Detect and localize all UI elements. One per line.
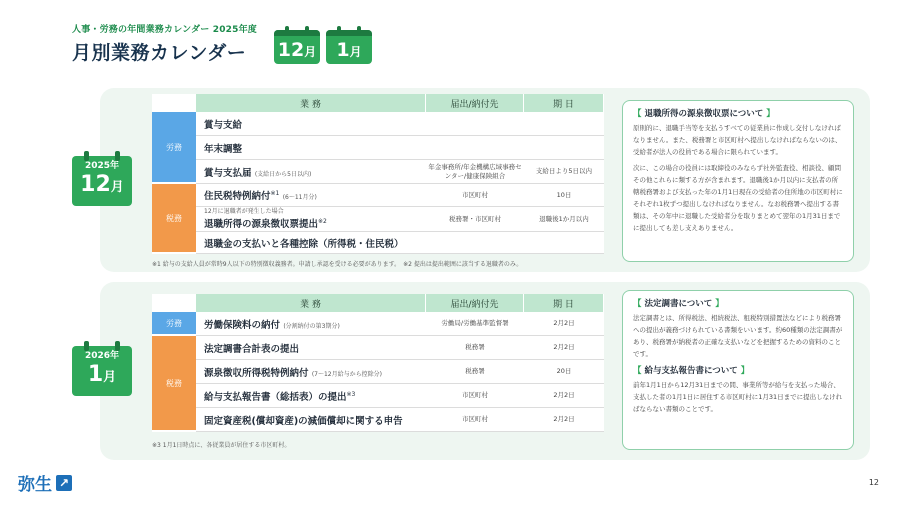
task-name: 住民税特例納付$^{※1}$ (6〜11月分) [196,184,426,207]
col-header-task: 業 務 [196,94,426,112]
calendar-icon-december: 12月 [274,30,320,64]
footnote: ※3 1月1日時点に、各従業員が居住する市区町村。 [152,442,291,449]
table-row: 労務 労働保険料の納付 (分割納付の第3期分) 労働局/労働基準監督署 2月2日 [152,312,604,336]
table-row: 源泉徴収所得税特例納付 (7〜12月給与から控除分) 税務署 20日 [152,360,604,384]
task-name: 法定調書合計表の提出 [196,336,426,360]
page-number: 12 [868,478,879,487]
january-task-table: 業 務 届出/納付先 期 日 労務 労働保険料の納付 (分割納付の第3期分) 労働局/労働基準監督署 2月2日 税務 法定調書合計表の提出 税務署 2月2日 源泉徴収所得税特例納付 (7〜12月給与から控除分) 税務署 20日 給与支払報告書（総括表）の提出$^{※3}$ 市区町村 2月2日 固定資産税(償却資産)の減価償却に関する申告 市区町村 2月2日 [152,294,604,432]
task-name: 年末調整 [196,136,426,160]
category-tax: 税務 [152,336,196,432]
month-badge-january: 2026年 1月 [72,346,132,396]
table-row: 税務 法定調書合計表の提出 税務署 2月2日 [152,336,604,360]
table-row: 固定資産税(償却資産)の減価償却に関する申告 市区町村 2月2日 [152,408,604,432]
task-name: 賞与支給 [196,112,426,136]
table-row [152,112,604,136]
note-box-statutory: 【 法定調書について 】 法定調書とは、所得税法、相続税法、租税特別措置法などにより税務署への提出が義務づけられている書類をいいます。約60種類の法定調書があり、税務署が納税者の正確な支払いなどを把握するための資料のことです。 【 給与支払報告書について 】 前年1月1日から12月31日までの間、事業所等が給与を支払った場合、支払した者の1月1日に居住する市区町村に1月31日までに提出しなければならない書類のことです。 [622,290,854,450]
page-subtitle: 人事・労務の年間業務カレンダー 2025年度 [72,25,257,35]
table-row: 12月に退職者が発生した場合 退職所得の源泉徴収票提出$^{※2}$ 税務署・市区町村 退職後1か月以内 [152,207,604,232]
task-name: 源泉徴収所得税特例納付 (7〜12月給与から控除分) [196,360,426,384]
arrow-icon: ↗ [56,475,72,491]
category-tax: 税務 [152,184,196,254]
note-box-retirement: 【 退職所得の源泉徴収票について 】 原則的に、退職手当等を支払うすべての従業員に作成し交付しなければなりません。また、税務署と市区町村へ提出しなければならないのは、受給者が法人の役員である場合に限られています。 次に、この場合の役員には取締役のみならず社外監査役、相談役、顧問その他これらに類する方が含まれます。退職後1か月以内に支払者の所轄税務署および支払った年の1月1日現在の受給者の住所地の市区町村にそれぞれ1枚ずつ提出しなければなりません。なお税務署へ提出する書類は、その年中に退職した受給者分を取りまとめて翌年の1月31日までに提出しても差し支えありません。 [622,100,854,262]
table-row [152,232,604,254]
footnote: ※1 給与の支給人員が常時9人以下の特別徴収義務者。申請し承認を受ける必要があります。 ※2 提出は提出範囲に該当する退職者のみ。 [152,261,523,268]
task-name: 賞与支払届 (支給日から5日以内) [196,160,426,184]
page-title: 月別業務カレンダー [72,42,247,64]
task-name: 退職金の支払いと各種控除（所得税・住民税） [196,232,426,254]
category-labor: 労務 [152,312,196,336]
month-badge-december: 2025年 12月 [72,156,132,206]
december-task-table [152,94,604,254]
table-row: 税務 住民税特例納付$^{※1}$ (6〜11月分) 市区町村 10日 [152,184,604,207]
table-row: 給与支払報告書（総括表）の提出$^{※3}$ 市区町村 2月2日 [152,384,604,408]
task-name: 固定資産税(償却資産)の減価償却に関する申告 [196,408,426,432]
col-header-dest: 届出/納付先 [426,94,524,112]
category-labor: 労務 [152,112,196,184]
calendar-icon-january: 1月 [326,30,372,64]
table-row [152,136,604,160]
task-name: 給与支払報告書（総括表）の提出$^{※3}$ [196,384,426,408]
task-name: 12月に退職者が発生した場合 退職所得の源泉徴収票提出$^{※2}$ [196,207,426,232]
yayoi-logo: 弥生 ↗ [18,470,72,495]
col-header-date: 期 日 [524,94,604,112]
task-name: 労働保険料の納付 (分割納付の第3期分) [196,312,426,336]
table-row: 賞与支払届 (支給日から5日以内) 年金事務所/年金機構広域事務センター/健康保険組合 支給日より5日以内 [152,160,604,184]
note-title: 【 退職所得の源泉徴収票について 】 [633,109,775,119]
